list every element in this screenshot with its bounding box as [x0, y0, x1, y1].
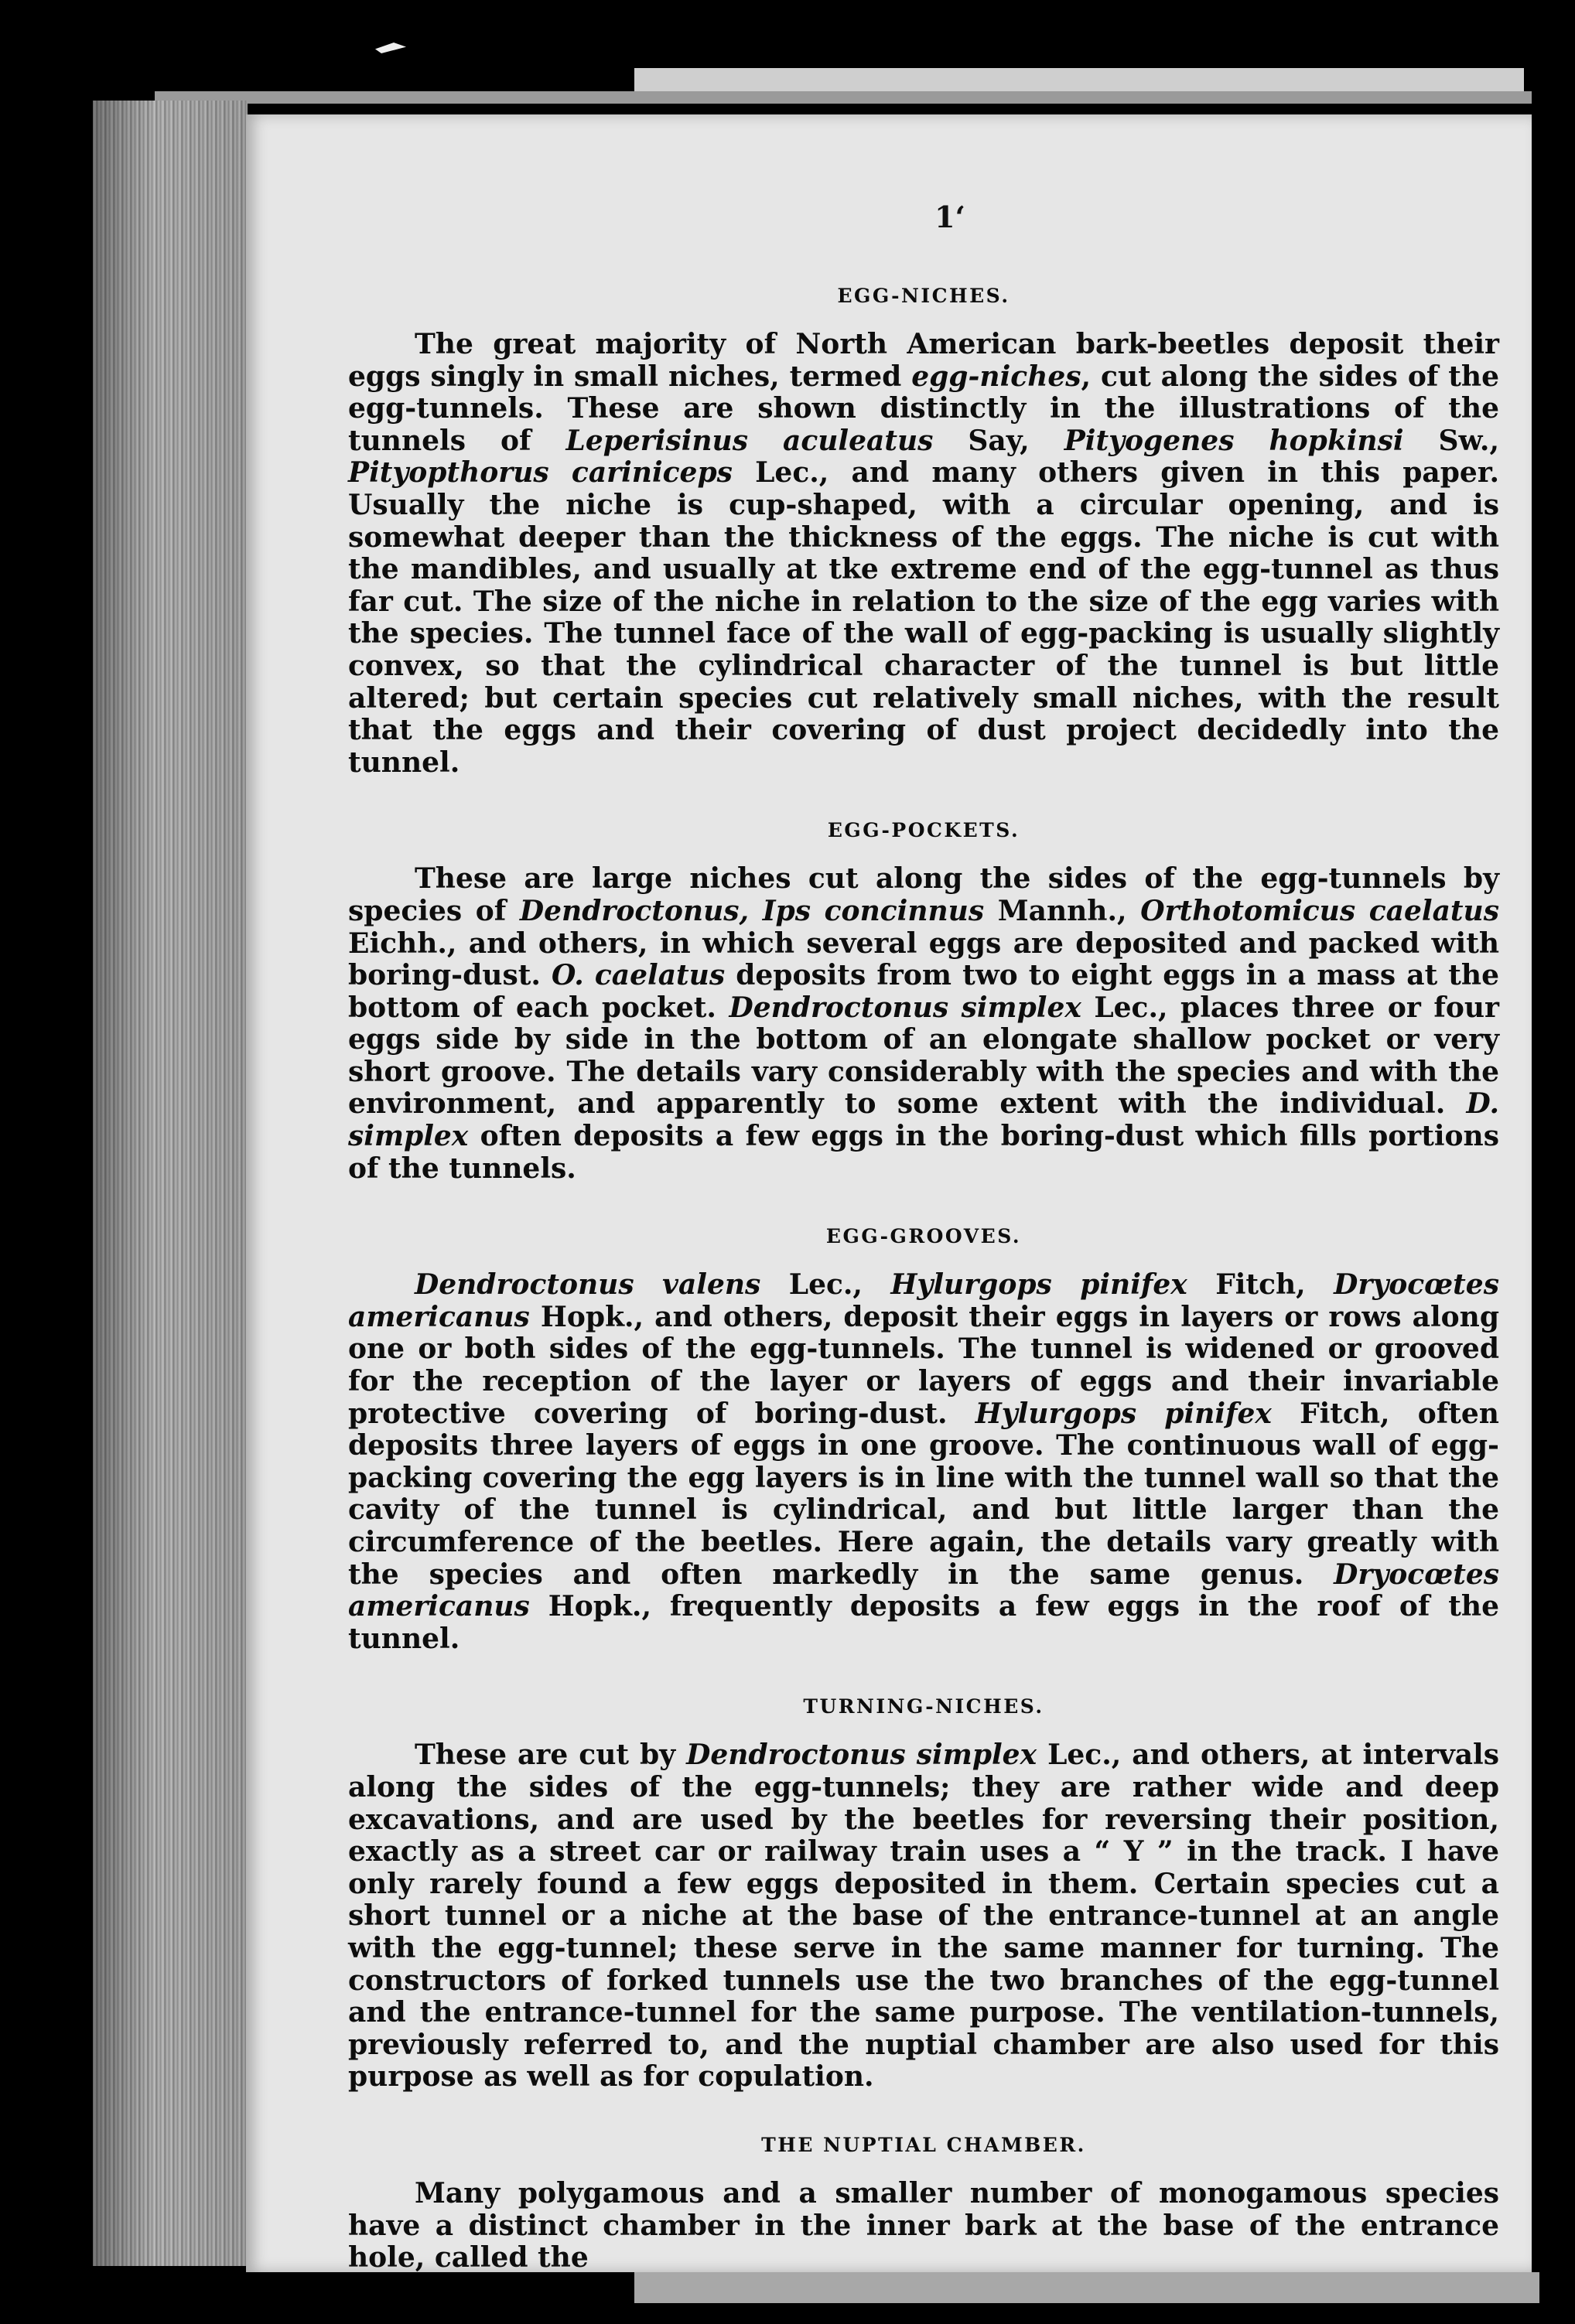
- section-heading: THE NUPTIAL CHAMBER.: [761, 2133, 1086, 2156]
- paragraph-text: Mannh.,: [984, 894, 1141, 927]
- paragraph-text: Fitch, often deposits three layers of eggs in one groove. The continuous wall of egg-packing covering the egg layers is in line with the tunnel wall so that the cavity of the tunnel is cylindrical, and but little larger than the circumference of the beetles. Here again, the details vary greatly with the species and often markedly in the same genus.: [348, 1397, 1499, 1591]
- species-name: Dryocœtes americanus: [348, 1268, 1499, 1333]
- species-name: Hylurgops pinifex: [975, 1397, 1272, 1430]
- book-edge-shadow: [93, 101, 248, 2266]
- document-page: [246, 114, 1532, 2275]
- section-paragraph: [348, 1269, 1499, 1655]
- section-heading: TURNING-NICHES.: [803, 1695, 1044, 1718]
- species-name: Pityogenes hopkinsi: [1064, 424, 1404, 457]
- species-name: D. simplex: [348, 1087, 1499, 1153]
- scan-bottom-bar: [634, 2272, 1539, 2303]
- section-paragraph: [348, 1739, 1499, 2094]
- species-name: O. caelatus: [552, 959, 726, 992]
- species-name: Hylurgops pinifex: [890, 1268, 1187, 1302]
- species-name: Dendroctonus simplex: [729, 991, 1081, 1024]
- species-name: Leperisinus aculeatus: [565, 424, 934, 457]
- paragraph-text: deposits from two to eight eggs in a mass at the bottom of each pocket.: [348, 959, 1500, 1024]
- species-name: Dendroctonus, Ips concinnus: [519, 894, 985, 927]
- paragraph-text: Lec., places three or four eggs side by side in the bottom of an elongate shallow pocket or very short groove. The details vary considerably with the species and with the environment, and apparently to some extent with the individual.: [348, 991, 1499, 1121]
- section-heading: EGG-NICHES.: [837, 285, 1010, 307]
- page-number: 1‘: [934, 200, 965, 234]
- section-heading: EGG-POCKETS.: [827, 819, 1020, 842]
- paragraph-text: Sw.,: [1403, 424, 1499, 457]
- paragraph-text: Say,: [933, 424, 1064, 457]
- paragraph-text: Hopk., and others, deposit their eggs in layers or rows along one or both sides of the egg-tunnels. The tunnel is widened or grooved for the reception of the layer or layers of eggs and their invariable protective covering of boring-dust.: [348, 1300, 1499, 1430]
- paragraph-text: Lec.,: [760, 1268, 891, 1302]
- paragraph-text: Lec., and many others given in this paper. Usually the niche is cup-shaped, with a circular opening, and is somewhat deeper than the thickness of the eggs. The niche is cut with the mandibles, and usually at tke extreme end of the egg-tunnel as thus far cut. The size of the niche in relation to the size of the egg varies with the species. The tunnel face of the wall of egg-packing is usually slightly convex, so that the cylindrical character of the tunnel is but little altered; but certain species cut relatively small niches, with the result that the eggs and their covering of dust project decidedly into the tunnel.: [348, 456, 1500, 779]
- page-content: [348, 285, 1499, 2315]
- paragraph-text: These are large niches cut along the sides of the egg-tunnels by species of: [348, 862, 1499, 927]
- species-name: Dendroctonus valens: [415, 1268, 761, 1302]
- paragraph-text: Hopk., frequently deposits a few eggs in the roof of the tunnel.: [348, 1590, 1499, 1655]
- paragraph-text: Eichh., and others, in which several eggs are deposited and packed with boring-dust.: [348, 927, 1499, 992]
- species-name: Pityopthorus cariniceps: [348, 456, 733, 490]
- section-paragraph: [348, 329, 1499, 779]
- species-name: Dendroctonus simplex: [686, 1739, 1037, 1772]
- paragraph-text: Lec., and others, at intervals along the sides of the egg-tunnels; they are rather wide and deep excavations, and are used by the beetles for reversing their position, exactly as a street car or railway train uses a “ Y ” in the track. I have only rarely found a few eggs deposited in them. Certain species cut a short tunnel or a niche at the base of the entrance-tunnel at an angle with the egg-tunnel; these serve in the same manner for turning. The constructors of forked tunnels use the two branches of the egg-tunnel and the entrance-tunnel for the same purpose. The ventilation-tunnels, previously referred to, and the nuptial chamber are also used for this purpose as well as for copulation.: [348, 1739, 1500, 2094]
- paragraph-text: These are cut by: [415, 1739, 687, 1772]
- species-name: Dryocœtes americanus: [348, 1558, 1499, 1623]
- section-paragraph: [348, 2178, 1499, 2275]
- paragraph-text: The great majority of North American bark-beetles deposit their eggs singly in small niches, termed: [348, 328, 1499, 393]
- species-name: egg-niches: [911, 360, 1081, 393]
- scan-top-edge: [155, 91, 1532, 104]
- section-paragraph: [348, 863, 1499, 1185]
- paragraph-text: Fitch,: [1187, 1268, 1334, 1302]
- section-heading: EGG-GROOVES.: [825, 1225, 1022, 1248]
- paragraph-text: , cut along the sides of the egg-tunnels. These are shown distinctly in the illustrations of the tunnels of: [348, 360, 1499, 457]
- species-name: Orthotomicus caelatus: [1140, 894, 1499, 927]
- paragraph-text: often deposits a few eggs in the boring-dust which fills portions of the tunnels.: [348, 1120, 1499, 1185]
- scan-mark: [375, 43, 406, 53]
- paragraph-text: Many polygamous and a smaller number of monogamous species have a distinct chamber in the inner bark at the base of the entrance hole, called the: [348, 2176, 1499, 2275]
